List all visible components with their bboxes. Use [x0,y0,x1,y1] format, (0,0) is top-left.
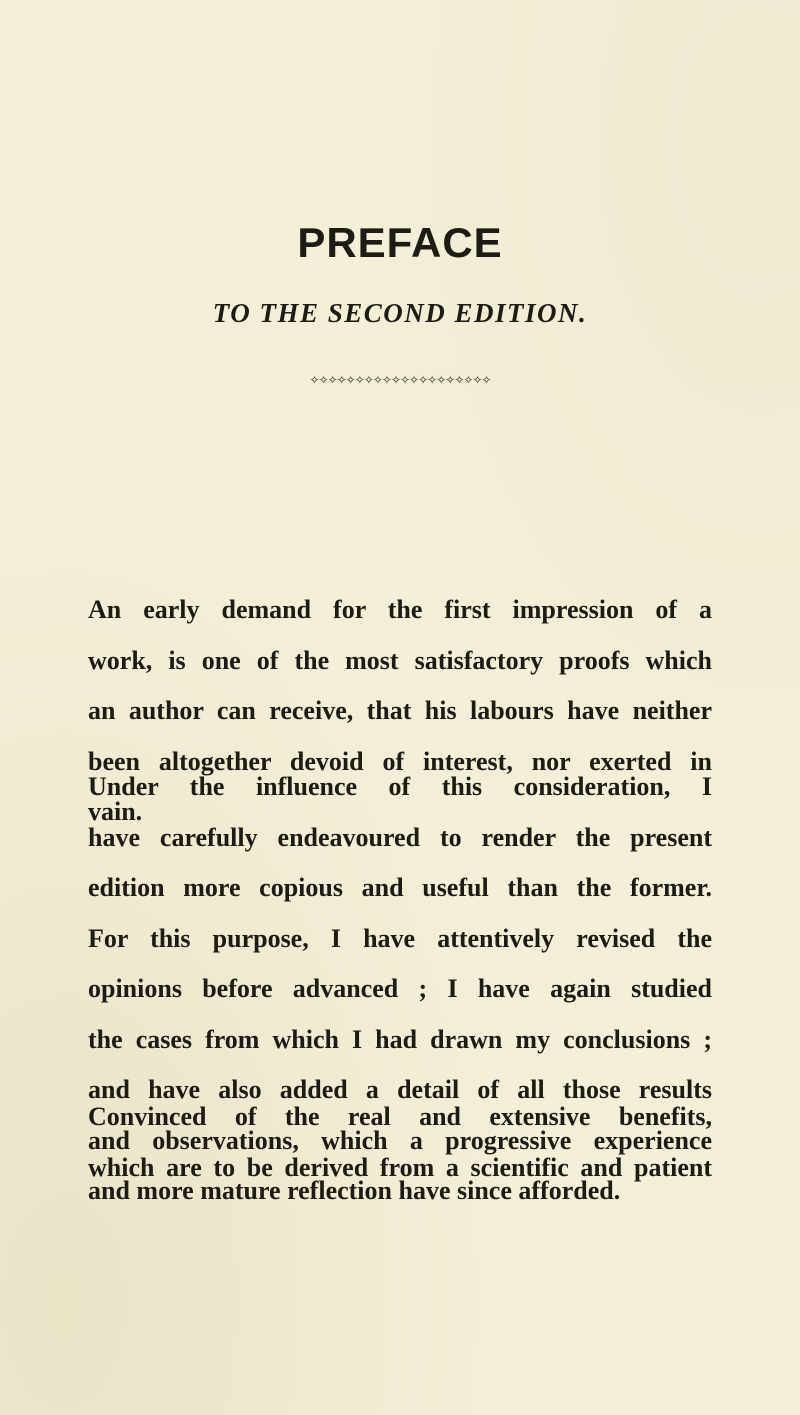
text-line: edition more copious and useful than the former. [88,873,712,902]
text-line: an author can receive, that his labours have neither [88,696,712,725]
page-subtitle: TO THE SECOND EDITION. [212,298,588,328]
text-line: An early demand for the first impression of a [88,595,712,624]
text-line: and observations, which a progressive experience [88,1125,712,1155]
text-line: and have also added a detail of all those results [88,1075,712,1104]
text-line: work, is one of the most satisfactory proofs which [88,645,712,675]
ornament-divider: ✧✧✧✧✧✧✧✧✧✧✧✧✧✧✧✧✧✧✧✧ [309,373,491,387]
text-line: and more mature reflection have since afforded. [88,1176,621,1205]
text-line: which are to be derived from a scientific and patient [88,1152,712,1182]
text-line: opinions before advanced ; I have again studied [88,974,712,1003]
text-line: the cases from which I had drawn my conclusions ; [88,1024,712,1054]
text-line: Under the influence of this consideration, I [88,772,712,801]
text-line: Convinced of the real and extensive benefits, [88,1102,712,1131]
text-line: been altogether devoid of interest, nor exerted in [88,746,712,776]
text-line: For this purpose, I have attentively revised the [88,923,712,953]
text-line: have carefully endeavoured to render the present [88,822,712,852]
text-line: vain. [88,797,143,826]
page-title: PREFACE [297,219,503,266]
paragraph-3 [88,1092,712,1193]
